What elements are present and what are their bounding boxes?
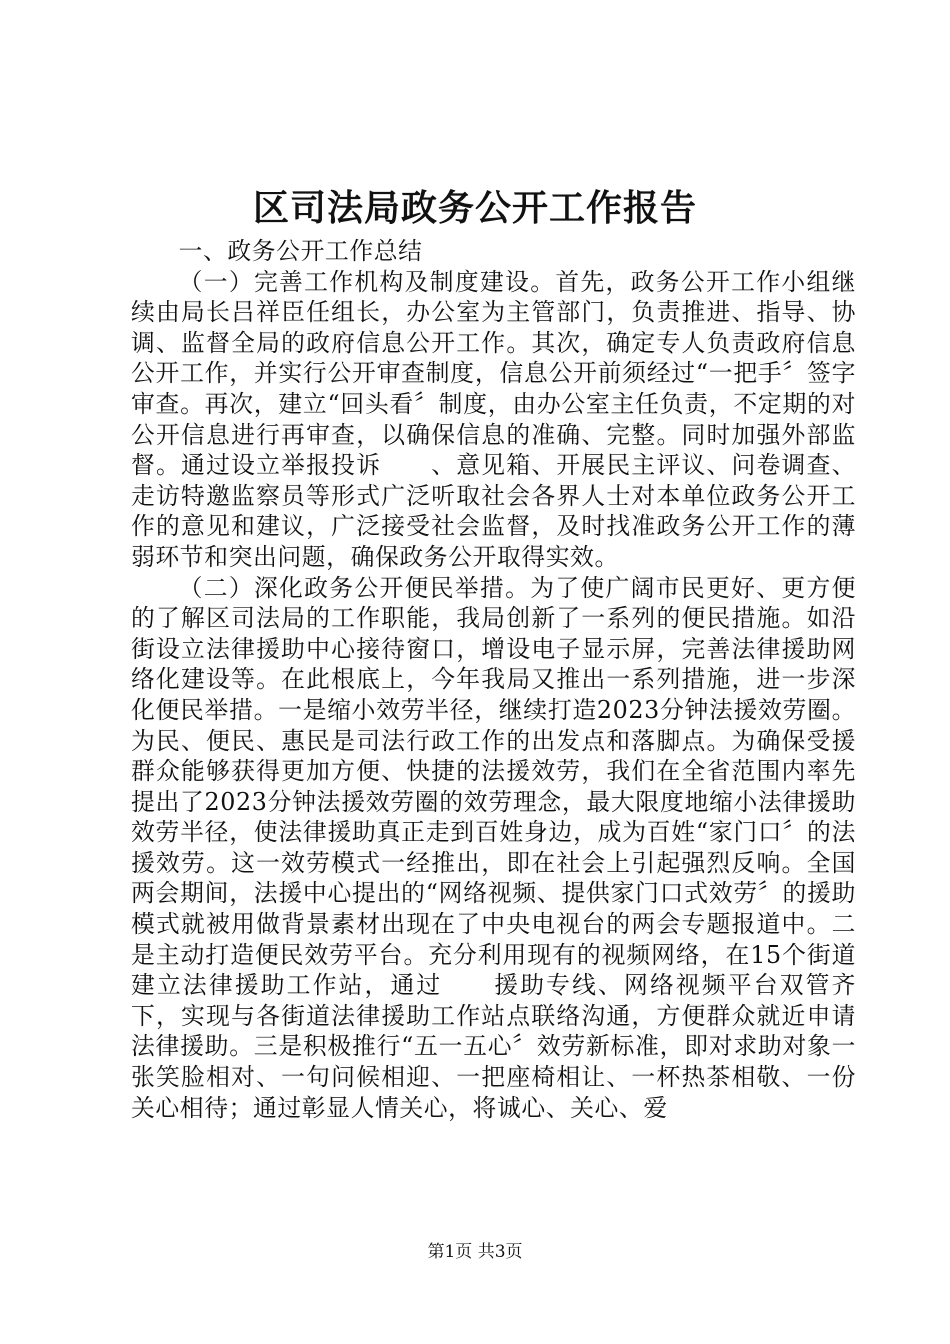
section-heading: 一、政务公开工作总结 bbox=[178, 237, 423, 265]
page-number-footer: 第1页 共3页 bbox=[427, 1242, 523, 1262]
paragraph-2: （二）深化政务公开便民举措。为了使广阔市民更好、更方便的了解区司法局的工作职能，我局创新了一系列的便民措施。如沿街设立法律援助中心接待窗口，增设电子显示屏，完善法律援助网络化建设等。在此根底上，今年我局又推出一系列措施，进一步深化便民举措。一是缩小效劳半径，继续打造2023分钟法援效劳圈。为民、便民、惠民是司法行政工作的出发点和落脚点。为确保受援群众能够获得更加方便、快捷的法援效劳，我们在全省范围内率先提出了2023分钟法援效劳圈的效劳理念，最大限度地缩小法律援助效劳半径，使法律援助真正走到百姓身边，成为百姓“家门口〞的法援效劳。这一效劳模式一经推出，即在社会上引起强烈反响。全国两会期间，法援中心提出的“网络视频、提供家门口式效劳〞的援助模式就被用做背景素材出现在了中央电视台的两会专题报道中。二是主动打造便民效劳平台。充分利用现有的视频网络，在15个街道建立法律援助工作站，通过 援助专线、网络视频平台双管齐下，实现与各街道法律援助工作站点联络沟通，方便群众就近申请法律援助。三是积极推行“五一五心〞效劳新标准，即对求助对象一张笑脸相对、一句问候相迎、一把座椅相让、一杯热茶相敬、一份关心相待；通过彰显人情关心，将诚心、关心、爱 bbox=[131, 573, 856, 1122]
document-body bbox=[131, 236, 856, 1123]
document-title: 区司法局政务公开工作报告 bbox=[252, 187, 697, 229]
paragraph-1: （一）完善工作机构及制度建设。首先，政务公开工作小组继续由局长吕祥臣任组长，办公室为主管部门，负责推进、指导、协调、监督全局的政府信息公开工作。其次，确定专人负责政府信息公开工作，并实行公开审查制度，信息公开前须经过“一把手〞签字审查。再次，建立“回头看〞制度，由办公室主任负责，不定期的对公开信息进行再审查，以确保信息的准确、完整。同时加强外部监督。通过设立举报投诉 、意见箱、开展民主评议、问卷调查、走访特邀监察员等形式广泛听取社会各界人士对本单位政务公开工作的意见和建议，广泛接受社会监督，及时找准政务公开工作的薄弱环节和突出问题，确保政务公开取得实效。 bbox=[131, 267, 856, 571]
